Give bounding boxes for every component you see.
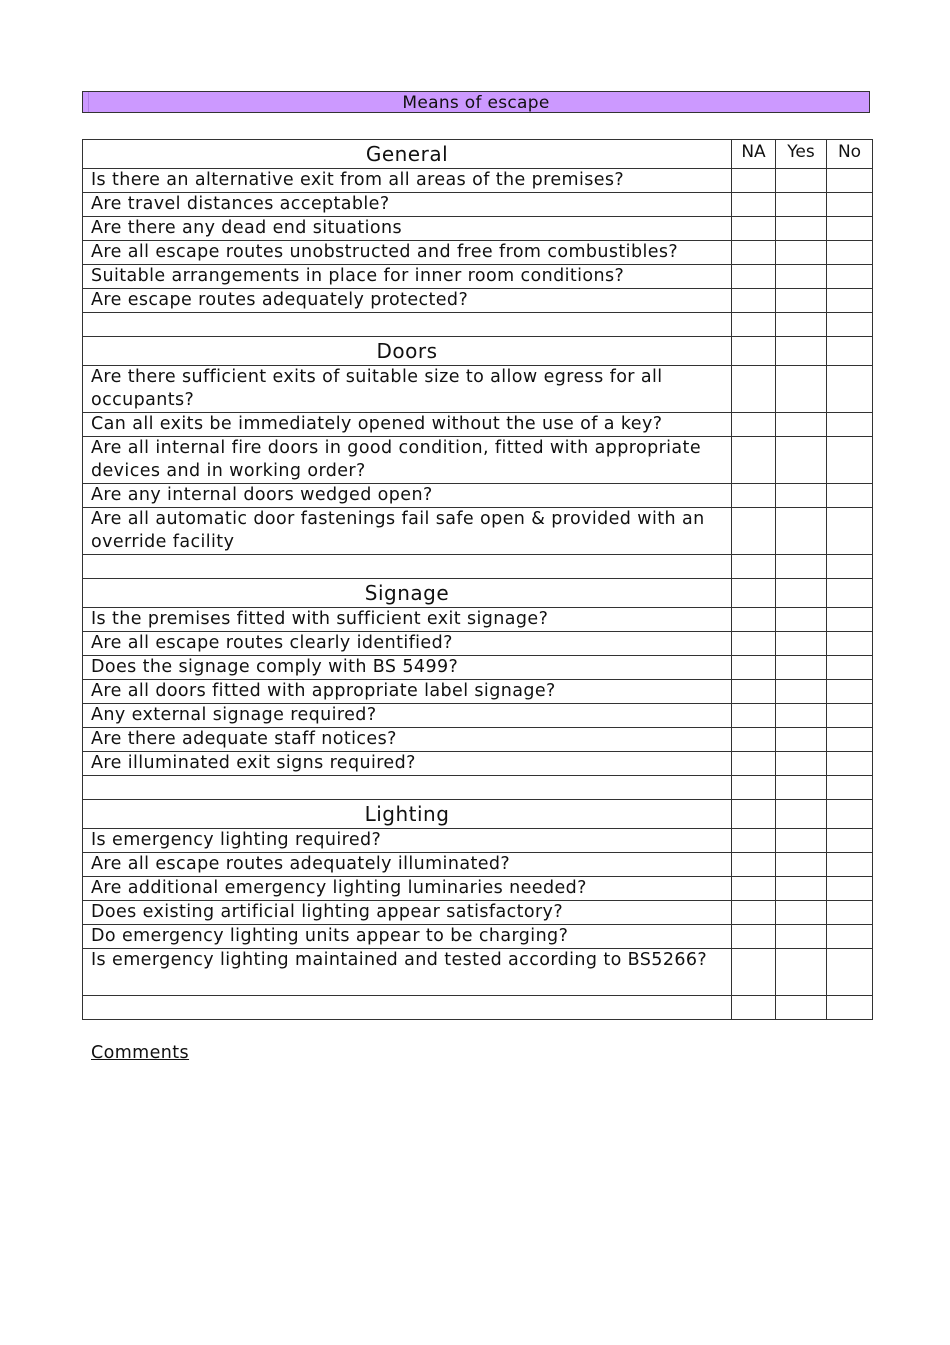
table-row (83, 949, 873, 996)
blank-cell (776, 313, 827, 337)
no-cell[interactable] (827, 508, 873, 555)
question-text: Are illuminated exit signs required? (83, 752, 732, 776)
no-cell[interactable] (827, 680, 873, 704)
table-row (83, 289, 873, 313)
question-text: Are any internal doors wedged open? (83, 484, 732, 508)
na-cell[interactable] (732, 925, 776, 949)
table-row (83, 413, 873, 437)
blank-cell (827, 579, 873, 608)
question-text: Are there sufficient exits of suitable size to allow egress for all occupants? (83, 366, 732, 413)
table-row (83, 484, 873, 508)
table-row (83, 680, 873, 704)
question-text: Are all doors fitted with appropriate label signage? (83, 680, 732, 704)
na-cell[interactable] (732, 901, 776, 925)
table-row (83, 925, 873, 949)
blank-cell (83, 555, 732, 579)
question-text: Does the signage comply with BS 5499? (83, 656, 732, 680)
table-row (83, 901, 873, 925)
yes-cell[interactable] (776, 752, 827, 776)
column-header-yes: Yes (776, 140, 827, 169)
blank-cell (732, 337, 776, 366)
section-header-signage (83, 579, 873, 608)
na-cell[interactable] (732, 829, 776, 853)
na-cell[interactable] (732, 366, 776, 413)
question-text: Are all automatic door fastenings fail safe open & provided with an override facility (83, 508, 732, 555)
blank-cell (827, 337, 873, 366)
blank-cell (732, 776, 776, 800)
no-cell[interactable] (827, 925, 873, 949)
yes-cell[interactable] (776, 925, 827, 949)
blank-cell (83, 776, 732, 800)
table-row (83, 217, 873, 241)
na-cell[interactable] (732, 680, 776, 704)
section-header-lighting (83, 800, 873, 829)
question-text: Is emergency lighting maintained and tested according to BS5266? (83, 949, 732, 996)
table-row (83, 632, 873, 656)
blank-cell (732, 996, 776, 1020)
na-cell[interactable] (732, 241, 776, 265)
no-cell[interactable] (827, 289, 873, 313)
blank-cell (776, 555, 827, 579)
yes-cell[interactable] (776, 656, 827, 680)
table-row (83, 508, 873, 555)
section-heading: Signage (83, 579, 732, 608)
question-text: Does existing artificial lighting appear satisfactory? (83, 901, 732, 925)
blank-cell (827, 776, 873, 800)
no-cell[interactable] (827, 366, 873, 413)
yes-cell[interactable] (776, 193, 827, 217)
blank-cell (83, 313, 732, 337)
table-row (83, 169, 873, 193)
yes-cell[interactable] (776, 949, 827, 996)
table-row (83, 704, 873, 728)
table-row (83, 193, 873, 217)
question-text: Are all escape routes unobstructed and free from combustibles? (83, 241, 732, 265)
comments-label: Comments (91, 1043, 190, 1063)
question-text: Are travel distances acceptable? (83, 193, 732, 217)
question-text: Can all exits be immediately opened without the use of a key? (83, 413, 732, 437)
blank-cell (776, 776, 827, 800)
question-text: Is there an alternative exit from all areas of the premises? (83, 169, 732, 193)
blank-cell (827, 800, 873, 829)
blank-cell (776, 579, 827, 608)
question-text: Are additional emergency lighting luminaries needed? (83, 877, 732, 901)
no-cell[interactable] (827, 241, 873, 265)
na-cell[interactable] (732, 752, 776, 776)
question-text: Are there adequate staff notices? (83, 728, 732, 752)
yes-cell[interactable] (776, 901, 827, 925)
na-cell[interactable] (732, 265, 776, 289)
blank-cell (827, 996, 873, 1020)
no-cell[interactable] (827, 193, 873, 217)
question-text: Is emergency lighting required? (83, 829, 732, 853)
section-heading: Doors (83, 337, 732, 366)
section-title: Means of escape (82, 91, 870, 113)
no-cell[interactable] (827, 169, 873, 193)
no-cell[interactable] (827, 752, 873, 776)
na-cell[interactable] (732, 169, 776, 193)
table-row (83, 265, 873, 289)
na-cell[interactable] (732, 217, 776, 241)
blank-cell (827, 313, 873, 337)
yes-cell[interactable] (776, 680, 827, 704)
no-cell[interactable] (827, 829, 873, 853)
table-row (83, 608, 873, 632)
blank-cell (776, 337, 827, 366)
yes-cell[interactable] (776, 217, 827, 241)
question-text: Are escape routes adequately protected? (83, 289, 732, 313)
na-cell[interactable] (732, 632, 776, 656)
blank-cell (732, 555, 776, 579)
no-cell[interactable] (827, 853, 873, 877)
no-cell[interactable] (827, 728, 873, 752)
na-cell[interactable] (732, 728, 776, 752)
no-cell[interactable] (827, 608, 873, 632)
yes-cell[interactable] (776, 413, 827, 437)
no-cell[interactable] (827, 632, 873, 656)
section-heading: General (83, 140, 732, 169)
na-cell[interactable] (732, 289, 776, 313)
no-cell[interactable] (827, 704, 873, 728)
section-heading: Lighting (83, 800, 732, 829)
yes-cell[interactable] (776, 265, 827, 289)
section-header-doors (83, 337, 873, 366)
na-cell[interactable] (732, 877, 776, 901)
blank-row (83, 776, 873, 800)
na-cell[interactable] (732, 437, 776, 484)
yes-cell[interactable] (776, 877, 827, 901)
no-cell[interactable] (827, 265, 873, 289)
table-row (83, 877, 873, 901)
na-cell[interactable] (732, 484, 776, 508)
question-text: Is the premises fitted with sufficient exit signage? (83, 608, 732, 632)
blank-row (83, 996, 873, 1020)
table-row (83, 829, 873, 853)
no-cell[interactable] (827, 217, 873, 241)
table-row (83, 241, 873, 265)
no-cell[interactable] (827, 484, 873, 508)
na-cell[interactable] (732, 193, 776, 217)
na-cell[interactable] (732, 949, 776, 996)
checklist-table (82, 139, 873, 1020)
table-row (83, 437, 873, 484)
yes-cell[interactable] (776, 366, 827, 413)
blank-cell (732, 579, 776, 608)
table-row (83, 728, 873, 752)
blank-cell (827, 555, 873, 579)
blank-cell (732, 313, 776, 337)
yes-cell[interactable] (776, 484, 827, 508)
column-header-na: NA (732, 140, 776, 169)
na-cell[interactable] (732, 508, 776, 555)
no-cell[interactable] (827, 437, 873, 484)
yes-cell[interactable] (776, 169, 827, 193)
no-cell[interactable] (827, 949, 873, 996)
blank-cell (776, 996, 827, 1020)
na-cell[interactable] (732, 413, 776, 437)
question-text: Suitable arrangements in place for inner room conditions? (83, 265, 732, 289)
no-cell[interactable] (827, 656, 873, 680)
no-cell[interactable] (827, 413, 873, 437)
no-cell[interactable] (827, 901, 873, 925)
question-text: Do emergency lighting units appear to be charging? (83, 925, 732, 949)
na-cell[interactable] (732, 853, 776, 877)
blank-cell (83, 996, 732, 1020)
table-row (83, 853, 873, 877)
yes-cell[interactable] (776, 241, 827, 265)
yes-cell[interactable] (776, 853, 827, 877)
question-text: Any external signage required? (83, 704, 732, 728)
question-text: Are all escape routes clearly identified? (83, 632, 732, 656)
yes-cell[interactable] (776, 704, 827, 728)
na-cell[interactable] (732, 656, 776, 680)
table-row (83, 656, 873, 680)
column-header-no: No (827, 140, 873, 169)
yes-cell[interactable] (776, 728, 827, 752)
yes-cell[interactable] (776, 632, 827, 656)
section-header-general (83, 140, 873, 169)
no-cell[interactable] (827, 877, 873, 901)
na-cell[interactable] (732, 608, 776, 632)
question-text: Are all internal fire doors in good condition, fitted with appropriate devices and in working order? (83, 437, 732, 484)
blank-row (83, 555, 873, 579)
blank-row (83, 313, 873, 337)
yes-cell[interactable] (776, 608, 827, 632)
question-text: Are all escape routes adequately illuminated? (83, 853, 732, 877)
blank-cell (732, 800, 776, 829)
yes-cell[interactable] (776, 829, 827, 853)
yes-cell[interactable] (776, 289, 827, 313)
yes-cell[interactable] (776, 437, 827, 484)
blank-cell (776, 800, 827, 829)
question-text: Are there any dead end situations (83, 217, 732, 241)
table-row (83, 366, 873, 413)
table-row (83, 752, 873, 776)
yes-cell[interactable] (776, 508, 827, 555)
na-cell[interactable] (732, 704, 776, 728)
